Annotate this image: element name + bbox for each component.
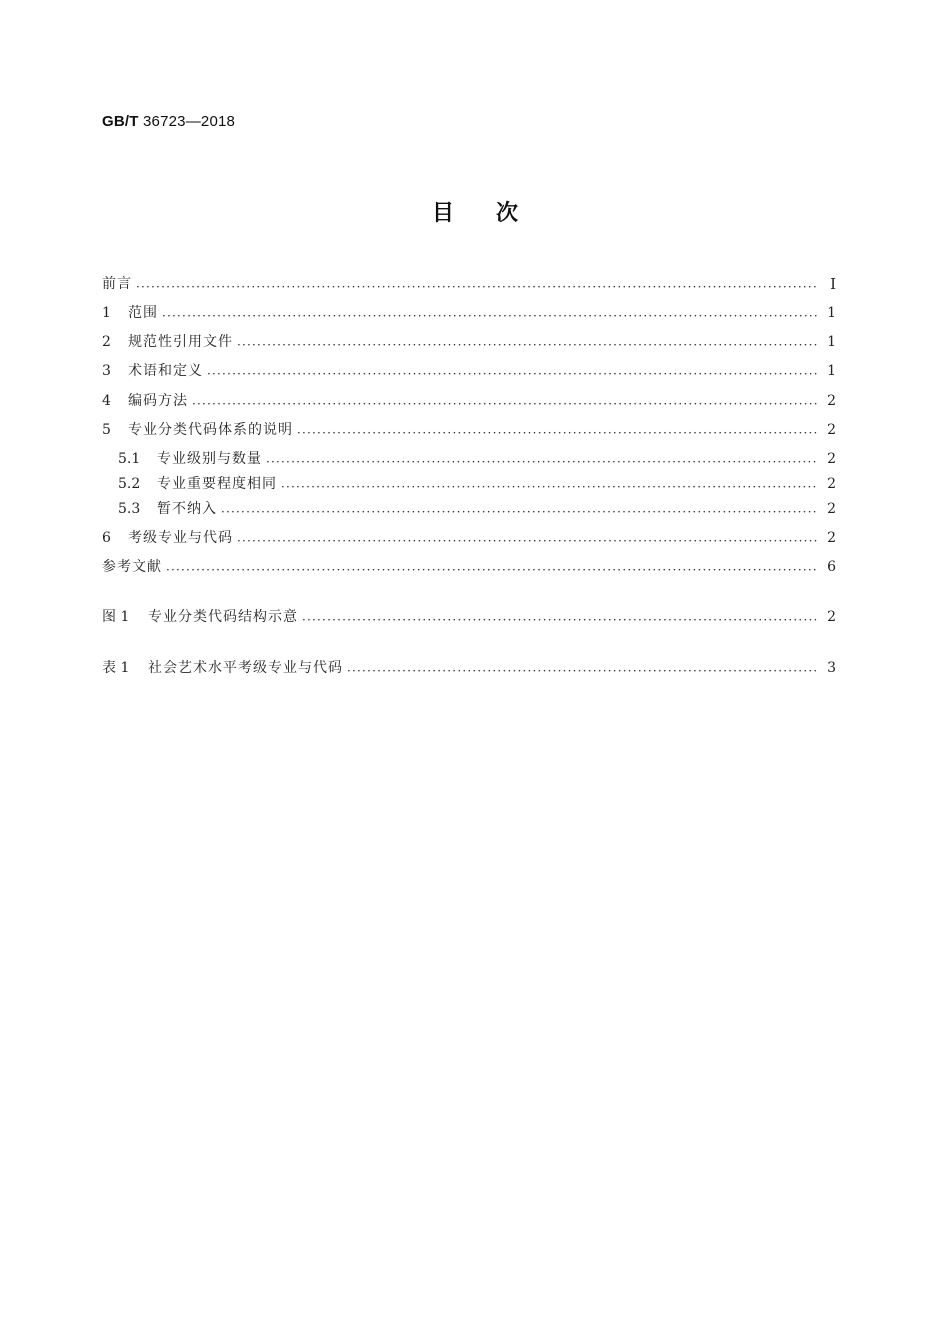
toc-entry-page: 2 [827,501,836,517]
dot-leader [281,474,818,494]
toc-entry-page: 2 [827,530,836,546]
toc-entry-number: 1 [102,305,111,321]
toc-entry-page: 2 [827,476,836,492]
toc-entry-table-1[interactable] [102,658,836,678]
toc-entry-label: 术语和定义 [128,363,203,379]
dot-leader [266,449,818,469]
toc-entry-number: 5.3 [118,501,141,517]
toc-entry-page: Ⅰ [830,275,836,293]
toc-entry-label: 暂不纳入 [157,501,217,517]
dot-leader [297,420,818,440]
toc-entry-5-3[interactable] [118,499,836,519]
toc-entry-bibliography[interactable] [102,557,836,577]
toc-entry-label: 专业级别与数量 [157,451,262,467]
toc-entry-number: 3 [102,363,111,379]
toc-entry-foreword[interactable] [102,274,836,294]
toc-entry-label: 参考文献 [102,559,162,575]
dot-leader [136,274,818,294]
page-title [0,196,950,227]
dot-leader [302,607,818,627]
toc-entry-5-1[interactable] [118,449,836,469]
toc-entry-terms-definitions[interactable] [102,361,836,381]
toc-entry-page: 1 [827,305,836,321]
title-char-1: 目 [431,201,454,226]
toc-entry-number: 2 [102,334,111,350]
toc-entry-exam-specialties[interactable] [102,528,836,548]
toc-entry-label: 社会艺术水平考级专业与代码 [148,660,343,676]
toc-entry-number: 5 [102,422,111,438]
toc-entry-page: 2 [827,393,836,409]
toc-entry-number: 图 1 [102,609,130,625]
toc-entry-page: 2 [827,422,836,438]
toc-entry-number: 5.1 [118,451,141,467]
dot-leader [237,332,818,352]
toc-entry-page: 3 [827,660,836,676]
toc-entry-normative-references[interactable] [102,332,836,352]
toc-entry-page: 2 [827,451,836,467]
toc-entry-page: 1 [827,334,836,350]
toc-entry-scope[interactable] [102,303,836,323]
toc-entry-number: 4 [102,393,111,409]
dot-leader [162,303,818,323]
standard-number: 36723—2018 [143,113,236,130]
title-char-2: 次 [496,201,519,226]
toc-entry-page: 2 [827,609,836,625]
toc-entry-label: 前言 [102,276,132,292]
toc-entry-code-system-description[interactable] [102,420,836,440]
dot-leader [166,557,818,577]
toc-entry-label: 考级专业与代码 [128,530,233,546]
toc-entry-label: 专业分类代码结构示意 [148,609,298,625]
dot-leader [192,391,818,411]
standard-prefix: GB/T [102,113,139,130]
toc-entry-number: 表 1 [102,660,130,676]
toc-entry-page: 6 [827,559,836,575]
toc-entry-figure-1[interactable] [102,607,836,627]
toc-entry-coding-method[interactable] [102,391,836,411]
dot-leader [221,499,818,519]
toc-entry-page: 1 [827,363,836,379]
standard-code [102,113,235,130]
dot-leader [207,361,818,381]
dot-leader [237,528,818,548]
toc-entry-label: 规范性引用文件 [128,334,233,350]
toc-entry-label: 专业重要程度相同 [157,476,277,492]
toc-entry-number: 5.2 [118,476,141,492]
toc-entry-5-2[interactable] [118,474,836,494]
toc-entry-label: 范围 [128,305,158,321]
dot-leader [347,658,818,678]
toc-entry-number: 6 [102,530,111,546]
toc-entry-label: 编码方法 [128,393,188,409]
toc-entry-label: 专业分类代码体系的说明 [128,422,293,438]
